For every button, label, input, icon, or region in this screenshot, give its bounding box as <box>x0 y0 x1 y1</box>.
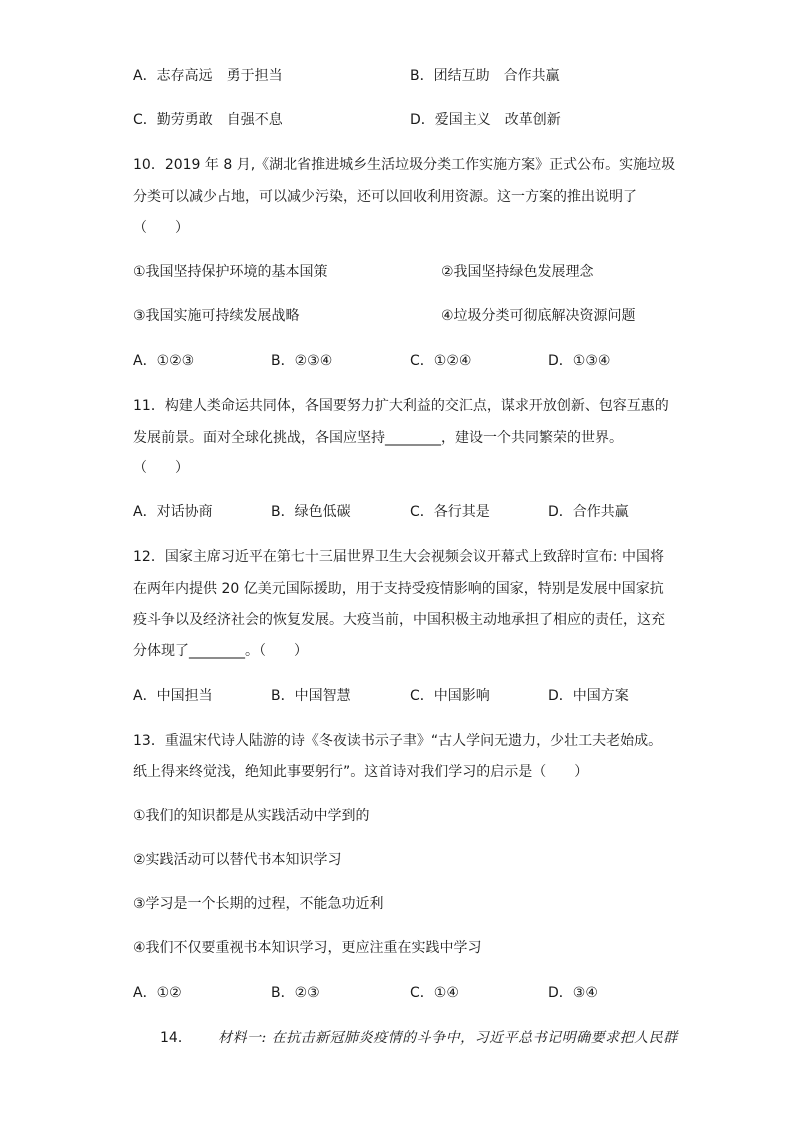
q12-option-a[interactable]: A．中国担当 <box>133 688 213 704</box>
q12-option-c[interactable]: C．中国影响 <box>410 688 490 704</box>
q11-stem-line-1: 11．构建人类命运共同体，各国要努力扩大利益的交汇点，谋求开放创新、包容互惠的 <box>133 398 669 414</box>
q11-option-d[interactable]: D．合作共赢 <box>548 504 629 520</box>
q13-option-b[interactable]: B．②③ <box>271 985 320 1001</box>
q13-statement-4: ④我们不仅要重视书本知识学习，更应注重在实践中学习 <box>133 940 482 956</box>
q13-statement-1: ①我们的知识都是从实践活动中学到的 <box>133 808 370 824</box>
q12-option-d[interactable]: D．中国方案 <box>548 688 629 704</box>
q10-answer-blank: （ ） <box>133 220 189 236</box>
q13-statement-3: ③学习是一个长期的过程，不能急功近利 <box>133 896 384 912</box>
q9-option-a[interactable]: A．志存高远 勇于担当 <box>133 68 283 84</box>
q12-stem-line-3: 疫斗争以及经济社会的恢复发展。大疫当前，中国积极主动地承担了相应的责任，这充 <box>133 612 665 628</box>
q14-number: 14． <box>160 1030 192 1046</box>
q11-option-c[interactable]: C．各行其是 <box>410 504 490 520</box>
q10-statement-3: ③我国实施可持续发展战略 <box>133 308 300 324</box>
q13-statement-2: ②实践活动可以替代书本知识学习 <box>133 852 342 868</box>
q9-option-b[interactable]: B．团结互助 合作共赢 <box>410 68 560 84</box>
q12-stem-line-4: 分体现了________。（ ） <box>133 643 308 659</box>
q12-stem-line-1: 12．国家主席习近平在第七十三届世界卫生大会视频会议开幕式上致辞时宣布: 中国将 <box>133 549 664 565</box>
q10-option-b[interactable]: B．②③④ <box>271 353 333 369</box>
q13-option-d[interactable]: D．③④ <box>548 985 598 1001</box>
q9-option-c[interactable]: C．勤劳勇敢 自强不息 <box>133 112 283 128</box>
q13-option-c[interactable]: C．①④ <box>410 985 459 1001</box>
q10-stem-line-1: 10．2019 年 8 月,《湖北省推进城乡生活垃圾分类工作实施方案》正式公布。实施垃圾 <box>133 157 676 173</box>
q11-stem-line-2: 发展前景。面对全球化挑战，各国应坚持________，建设一个共同繁荣的世界。 <box>133 430 623 446</box>
q13-stem-line-1: 13．重温宋代诗人陆游的诗《冬夜读书示子聿》“古人学问无遗力，少壮工夫老始成。 <box>133 733 663 749</box>
q12-option-b[interactable]: B．中国智慧 <box>271 688 351 704</box>
q13-option-a[interactable]: A．①② <box>133 985 182 1001</box>
q10-option-d[interactable]: D．①③④ <box>548 353 611 369</box>
q13-stem-line-2: 纸上得来终觉浅，绝知此事要躬行”。这首诗对我们学习的启示是（ ） <box>133 764 589 780</box>
q11-option-b[interactable]: B．绿色低碳 <box>271 504 351 520</box>
q10-statement-4: ④垃圾分类可彻底解决资源问题 <box>441 308 636 324</box>
q10-statement-1: ①我国坚持保护环境的基本国策 <box>133 264 328 280</box>
q10-option-a[interactable]: A．①②③ <box>133 353 195 369</box>
q11-answer-blank: （ ） <box>133 460 189 476</box>
q14-material-text: 材料一: 在抗击新冠肺炎疫情的斗争中，习近平总书记明确要求把人民群 <box>218 1030 678 1046</box>
q11-option-a[interactable]: A．对话协商 <box>133 504 213 520</box>
q10-statement-2: ②我国坚持绿色发展理念 <box>441 264 594 280</box>
q10-stem-line-2: 分类可以减少占地，可以减少污染，还可以回收利用资源。这一方案的推出说明了 <box>133 189 637 205</box>
q10-option-c[interactable]: C．①②④ <box>410 353 472 369</box>
q12-stem-line-2: 在两年内提供 20 亿美元国际援助，用于支持受疫情影响的国家，特别是发展中国家抗 <box>133 581 664 597</box>
q9-option-d[interactable]: D．爱国主义 改革创新 <box>410 112 561 128</box>
